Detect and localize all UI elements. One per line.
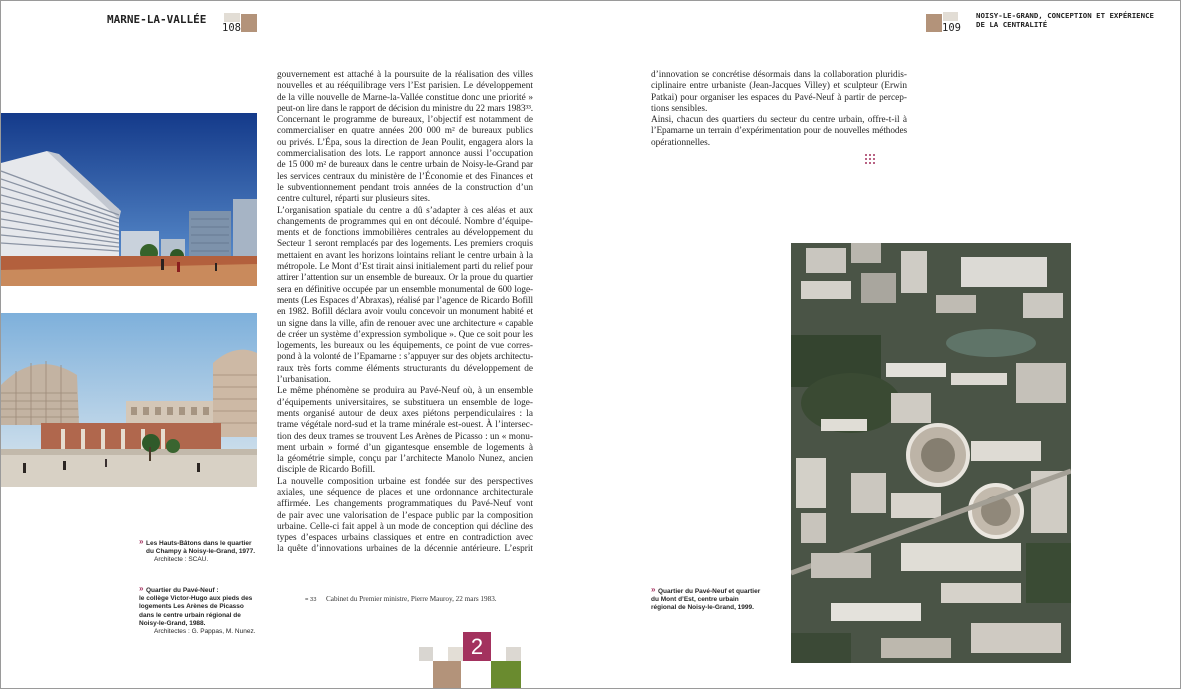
body-column-right [651,70,907,149]
text-line: tions sensibles. [651,103,708,114]
caption-line: logements Les Arènes de Picasso [139,603,244,611]
caption-marker: » [651,585,656,594]
running-head-right [976,11,1154,29]
text-line: la géométrie simple, conçu par l’architecte Manolo Nunez, ancien [277,454,533,465]
text-line: affirmée. Les changements programmatiques du Pavé-Neuf vont [277,499,533,510]
caption-line: Quartier du Pavé-Neuf et quartier [658,588,761,595]
running-head-left: MARNE-LA-VALLÉE [107,13,207,26]
text-line: gouvernement est attaché à la poursuite de la réalisation des villes [277,70,533,80]
text-line: l’urbanisation. [277,375,331,386]
text-line: Secteur 1 seront remplacés par des logements. Les premiers croquis [277,239,533,250]
text-line: La nouvelle composition urbaine est fondée sur des perspectives [277,476,533,487]
paragraph [277,206,533,387]
photo-hauts-batons [1,113,257,286]
text-line: mettaient en avant les horizons lointains reliant le centre urbain à la [277,250,533,261]
text-line: trame végétale nord-sud et la trame minérale est-ouest. À l’intersec- [277,420,533,431]
photo-aerial-pave-neuf-mont-dest [791,243,1071,663]
dots-ornament-icon [865,154,876,165]
caption-aerial [651,585,761,613]
text-line: sera en définitive occupée par un ensemble monumental de 600 loge- [277,284,533,295]
caption-line: régional de Noisy-le-Grand, 1999. [651,604,754,612]
text-line: en 1982. Bofill déclara avoir voulu concevoir un monument habité et [277,307,533,318]
text-line: ment urbain » formé d’un gigantesque ensemble de logements à [277,442,533,453]
decor-square [419,647,433,661]
text-line: nouvelles et au rééquilibrage vers l’Est parisien. Le développement [277,81,533,92]
caption-marker: » [139,584,144,593]
text-line: d’innovation se concrétise désormais dans la collaboration pluridis- [651,70,907,80]
caption-line: Les Hauts-Bâtons dans le quartier [146,540,252,547]
decor-square [491,661,521,689]
text-line: d’équipements universitaires, se substituera un ensemble de loge- [277,397,533,408]
text-line: la quête d’innovations urbaines de la décennie antérieure. L’esprit [277,544,533,555]
text-line: les services centraux du ministère de l’Économie et des Finances et [277,171,533,182]
text-line: commercialisation des lots. Le rapport annonce aussi l’occupation [277,149,533,160]
text-line: ments et de fonctions immobilières centrales au développement du [277,228,533,239]
page-number-left: 108 [222,22,241,34]
text-line: un signe dans la ville, afin de renouer avec une architecture « capable [277,318,533,329]
caption-credit: Architecte : SCAU. [154,556,209,564]
text-line: disciple de Ricardo Bofill. [277,465,376,476]
caption-line: Quartier du Pavé-Neuf : [146,587,219,594]
text-line: peut-on lire dans le rapport de décision du ministre du 22 mars 1983³³. [277,103,533,114]
footnote-marker: = 33 [305,597,317,603]
caption-line: du Mont d’Est, centre urbain [651,596,739,604]
paragraph [651,115,907,149]
text-line: opérationnelles. [651,137,711,148]
page-number-right: 109 [942,22,961,34]
decor-square [448,647,463,661]
paragraph [277,477,533,556]
text-line: ments organisé autour de deux axes piétons perpendiculaires : la [277,408,533,419]
text-line: logements, les bureaux ou les équipements, ce point de vue corres- [277,341,533,352]
text-line: types d’espaces urbains classiques et entre en contradiction avec [277,533,533,544]
text-line: de la ville nouvelle de Marne-la-Vallée constitue donc une priorité » [277,92,533,103]
text-line: attirer l’attention sur un ensemble de bureaux. Or la proue du quartier [277,273,533,284]
text-line: ments (Les Espaces d’Abraxas), réalisé par l’agence de Ricardo Bofill [277,295,533,306]
chapter-marker: 2 [463,632,491,661]
caption-line: dans le centre urbain régional de [139,611,241,619]
body-column-left [277,70,533,556]
running-head-line: NOISY-LE-GRAND, CONCEPTION ET EXPÉRIENCE [976,11,1154,20]
paragraph [651,70,907,115]
caption-hauts-batons [139,537,256,565]
decor-square [943,12,958,21]
photo-pave-neuf [1,313,257,487]
paragraph [277,386,533,476]
text-line: ou privés. L’Épa, sous la direction de Jean Poulit, engagera alors la [277,137,533,148]
caption-line: le collège Victor-Hugo aux pieds des [139,595,253,603]
text-line: métropole. Le Mont d’Est tirait ainsi initialement parti du relief pour [277,262,533,273]
caption-marker: » [139,537,144,546]
text-line: de créer un système d’expression symbolique ». Que ce soit pour les [277,329,533,340]
decor-square [926,14,942,32]
text-line: de 15 000 m² de bureaux dans le centre urbain de Noisy-le-Grand par [277,160,533,171]
text-line: L’organisation spatiale du centre a dû s’adapter à ces aléas et aux [277,205,533,216]
caption-line: Noisy-le-Grand, 1988. [139,619,206,627]
text-line: centre culturel, réparti sur plusieurs sites. [277,194,431,205]
text-line: Le même phénomène se produira au Pavé-Neuf où, à un ensemble [277,386,533,397]
text-line: ciplinaire entre urbaniste (Jean-Jacques Villey) et sculpteur (Erwin [651,81,907,92]
text-line: Ainsi, chacun des quartiers du secteur du centre urbain, offre-t-il à [651,115,907,126]
decor-square [224,13,240,22]
caption-credit: Architectes : G. Pappas, M. Nunez. [154,627,256,635]
decor-square [241,14,257,32]
footnote-text: Cabinet du Premier ministre, Pierre Mauroy, 22 mars 1983. [326,595,497,603]
text-line: de pair avec une valorisation de l’espace public par la composition [277,510,533,521]
text-line: axiales, une séquence de places et une ordonnance architecturale [277,487,533,498]
caption-pave-neuf [139,584,256,636]
text-line: raux très forts comme éléments structurants du développement de [277,363,533,374]
text-line: tion des deux trames se trouvent Les Arènes de Picasso : un « monu- [277,431,533,442]
text-line: urbaine. Celle-ci fait appel à un mode de conception qui décline des [277,521,533,532]
text-line: pond à la volonté de l’Epamarne : s’appuyer sur des objets architectu- [277,352,533,363]
text-line: l’Epamarne un terrain d’expérimentation pour de nouvelles méthodes [651,126,907,137]
decor-square [433,661,461,689]
text-line: commercialiser en quatre années 200 000 m² de bureaux publics [277,126,533,137]
text-line: Concernant le programme de bureaux, l’objectif est notamment de [277,115,533,126]
running-head-line: DE LA CENTRALITÉ [976,20,1048,29]
text-line: le subventionnement pendant trois années de la construction d’un [277,182,533,193]
text-line: changements de programmes qui en ont découlé. Nombre d’équipe- [277,216,533,227]
caption-line: du Champy à Noisy-le-Grand, 1977. [146,548,256,556]
decor-square [506,647,521,661]
text-line: Patkai) pour organiser les espaces du Pavé-Neuf à partir de percep- [651,92,907,103]
paragraph [277,70,533,206]
